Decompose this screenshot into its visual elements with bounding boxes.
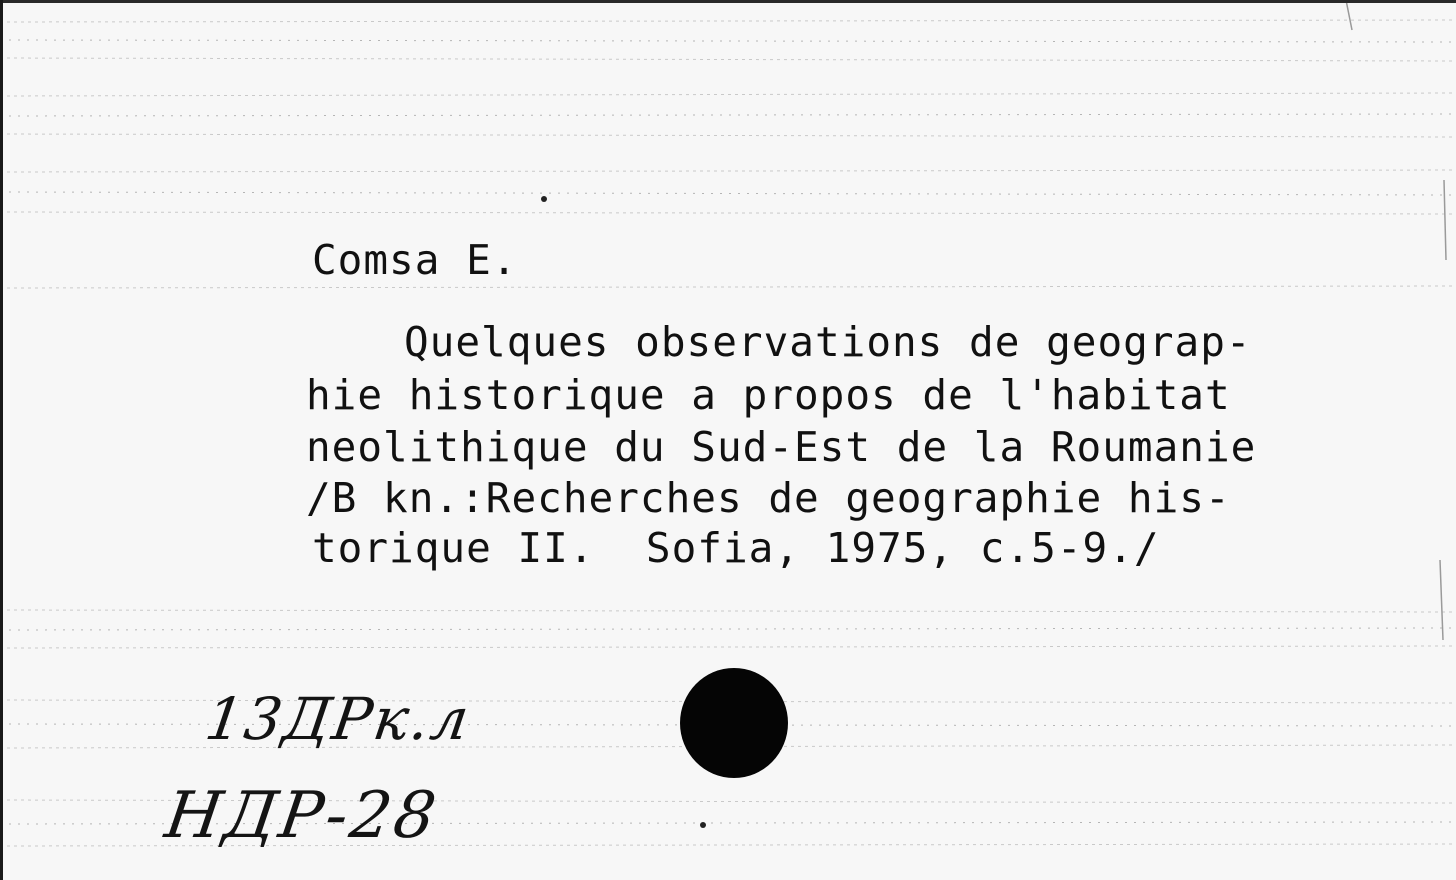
- title-line-3: neolithique du Sud-Est de la Roumanie: [306, 423, 1257, 471]
- ink-speck: [541, 196, 547, 202]
- title-line-2: hie historique a propos de l'habitat: [306, 371, 1231, 419]
- handwritten-call-number-1: 13ДРк.л: [201, 685, 475, 753]
- source-line-2: torique II. Sofia, 1975, c.5-9./: [312, 524, 1160, 572]
- card-edge-left: [0, 0, 3, 880]
- card-edge-top: [0, 0, 1456, 3]
- ink-speck: [700, 822, 706, 828]
- title-line-1: Quelques observations de geograp-: [404, 318, 1252, 366]
- source-line-1: /B kn.:Recherches de geographie his-: [306, 474, 1231, 522]
- punch-hole: [680, 668, 788, 778]
- author-name: Comsa E.: [312, 236, 518, 284]
- handwritten-call-number-2: НДР-28: [160, 779, 444, 853]
